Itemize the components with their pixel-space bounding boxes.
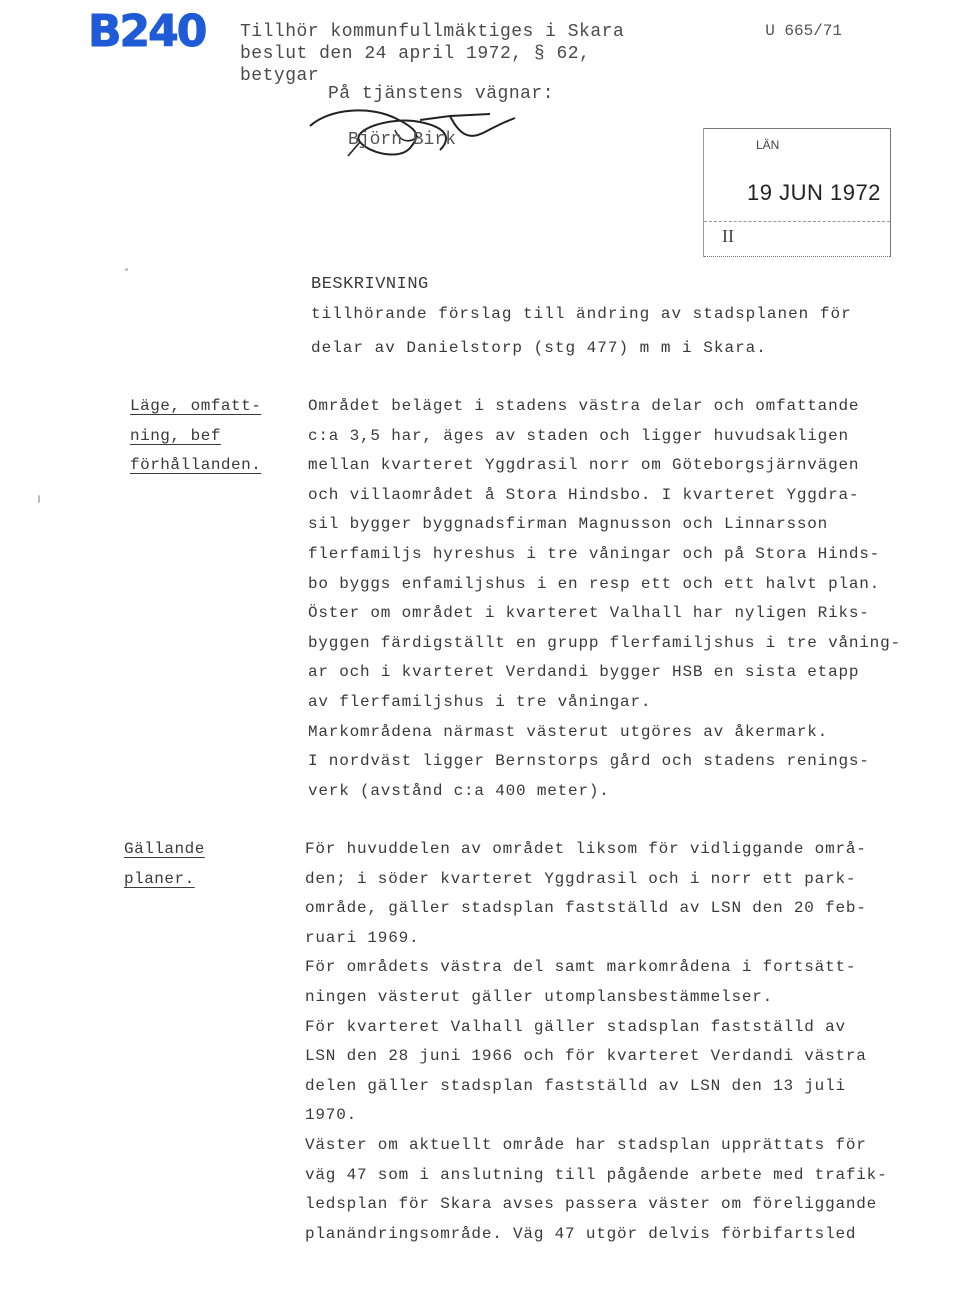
section-heading-lage [130,392,261,481]
signer-name: Björn Birk [348,130,457,150]
body-line: ar och i kvarteret Verdandi bygger HSB en sista etapp [308,663,860,682]
body-line: verk (avstånd c:a 400 meter). [308,781,610,800]
section-heading-line: förhållanden. [130,456,262,474]
body-line: flerfamiljs hyreshus i tre våningar och på Stora Hinds- [308,544,881,563]
received-stamp-note: II [722,226,734,246]
header-line-3: betygar [240,66,320,86]
body-line: väg 47 som i anslutning till pågående arbete med trafik- [305,1165,888,1184]
section-heading-line: planer. [124,869,195,888]
body-line: område, gäller stadsplan fastställd av LSN den 20 feb- [305,899,867,918]
body-line: c:a 3,5 har, äges av staden och ligger huvudsakligen [308,426,849,445]
scan-speck [125,268,128,271]
body-line: LSN den 28 juni 1966 och för kvarteret Verdandi västra [305,1047,867,1066]
received-stamp-org: LÄN [756,138,780,152]
section-body-lage [308,392,901,806]
reference-number: U 665/71 [765,22,842,40]
body-line: av flerfamiljshus i tre våningar. [308,692,652,711]
body-line: För områdets västra del samt markområdena i fortsätt- [305,958,857,977]
subtitle-line-2: delar av Danielstorp (stg 477) m m i Skara. [311,339,767,357]
body-line: Öster om området i kvarteret Valhall har nyligen Riks- [308,604,870,623]
document-title: BESKRIVNING [311,275,429,294]
body-line: bo byggs enfamiljshus i en resp ett och ett halvt plan. [308,574,881,593]
header-line-2: beslut den 24 april 1972, § 62, [240,44,591,64]
body-line: Väster om aktuellt område har stadsplan upprättats för [305,1135,867,1154]
scan-speck [38,495,40,503]
subtitle-line-1: tillhörande förslag till ändring av stadsplanen för [311,305,852,323]
signoff-text: På tjänstens vägnar: [328,84,555,104]
body-line: Området beläget i stadens västra delar och omfattande [308,397,860,415]
body-line: ruari 1969. [305,928,420,947]
body-line: För kvarteret Valhall gäller stadsplan fastställd av [305,1017,846,1036]
body-line: ledsplan för Skara avses passera väster om föreliggande [305,1195,878,1214]
section-heading-line: ning, bef [130,426,221,445]
body-line: Markområdena närmast västerut utgöres av åkermark. [308,722,829,741]
received-stamp-date: 19 JUN 1972 [747,180,881,205]
body-line: sil bygger byggnadsfirman Magnusson och Linnarsson [308,515,829,534]
section-heading-gallande [124,835,205,894]
body-line: ningen västerut gäller utomplansbestämmelser. [305,987,774,1006]
body-line: mellan kvarteret Yggdrasil norr om Göteborgsjärnvägen [308,456,860,475]
body-line: delen gäller stadsplan fastställd av LSN den 13 juli [305,1076,846,1095]
body-line: och villaområdet å Stora Hindsbo. I kvarteret Yggdra- [308,485,860,504]
header-line-1: Tillhör kommunfullmäktiges i Skara [240,22,625,42]
section-body-gallande [305,835,888,1249]
body-line: För huvuddelen av området liksom för vidliggande områ- [305,840,867,858]
body-line: I nordväst ligger Bernstorps gård och stadens renings- [308,752,870,771]
section-heading-line: Gällande [124,840,205,858]
section-heading-line: Läge, omfatt- [130,397,262,415]
body-line: byggen färdigställt en grupp flerfamiljshus i tre våning- [308,633,901,652]
body-line: 1970. [305,1106,358,1125]
body-line: den; i söder kvarteret Yggdrasil och i norr ett park- [305,869,857,888]
body-line: planändringsområde. Väg 47 utgör delvis förbifartsled [305,1224,857,1243]
archive-stamp-code: B240 [88,6,206,57]
